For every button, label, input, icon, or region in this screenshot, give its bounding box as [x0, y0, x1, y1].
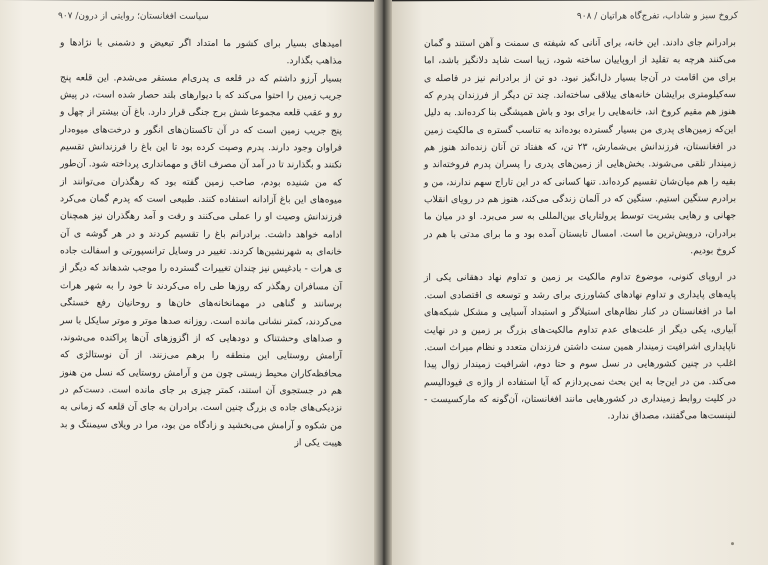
right-paragraph-2: در اروپای کنونی، موضوع تداوم مالکیت بر زمین و تداوم نهاد دهقانی یکی از پایه‌های پایداری و تداوم نهادهای کشاورزی برای رشد و توسعه ی اقتصادی است. اما در افغانستان در کنار نظام‌های استیلاگر و استبداد آسیایی و مشکل شبکه‌های آبیاری، یکی دیگر از علت‌های عدم تداوم مالکیت‌های بزرگ بر زمین و در نهایت ناپایداری اشرافیت زمیندار همین سنت داشتن فرزندان متعدد و نظام میراث است. اغلب در چنین کشورهایی در نسل سوم و حتا دوم، اشرافیت زمیندار زوال پیدا می‌کند. من در این‌جا به این بحث نمی‌پردازم که آیا استفاده از واژه ی فیودالیسم در کلیت روابط زمینداری در کشورهایی مانند افغانستان، آن‌گونه که مارکسیست - لنینست‌ها می‌گفتند، مصداق ندارد. [424, 271, 736, 422]
left-paragraph-1: امیدهای بسیار برای کشور ما امتداد اگر تبعیض و دشمنی با نژادها و مذاهب بگذارد. [60, 37, 342, 67]
running-header-left: سیاست افغانستان؛ روایتی از درون/ ۹۰۷ [58, 11, 209, 22]
page-mark [731, 542, 734, 545]
right-paragraph-1: برادرانم جای دادند. این خانه، برای آنانی که شیفته ی سمنت و آهن استند و گمان می‌کنند هرچه به تقلید از اروپاییان ساخته شود، زیبا است شاید دلانگیز باشد، اما برای من اقامت در آن‌جا بسیار دل‌انگیز نبود. دو تن از برادرانم نیز در فاصله ی سه‌کیلومتری برایشان خانه‌های ییلاقی ساخته‌اند. چند تن دیگر از فرزندان پدرم که هنوز هم مقیم کروخ اند، خانه‌هایی را برای بود و باش همیشگی بنا کرده‌اند. به دلیل این‌که زمین‌های پدری من بسیار گسترده بوده‌اند به تناسب گستره ی مالکیت زمین در افغانستان، فرزندانش بی‌شمارش، ۲۳ تن، که هفتاد تن آنان زنده‌اند هنوز هم زمیندار تلقی می‌شوند. بخش‌هایی از زمین‌های پدری را پسران پدرم فروخته‌اند و بقیه را هم میان‌شان تقسیم کرده‌اند. تنها کسانی که در این تاراج سهم ندارند، من و برادرم ستگین استیم. سنگین که در آلمان زندگی می‌کند، هنوز هم در رویای انقلاب جهانی و رهایی بشریت توسط پرولتاریای بین‌المللی به سر می‌برد. او در میان ما برادران، درویش‌ترین ما است. امسال تابستان آمده بود و ما برای مدتی با هم در کروخ بودیم. [424, 37, 736, 257]
right-page-body [424, 34, 736, 426]
book-gutter [374, 0, 392, 565]
running-header-right: کروخ سبز و شاداب، تفرج‌گاه هراتیان / ۹۰۸ [576, 11, 738, 22]
left-page-body [60, 34, 342, 451]
left-page [0, 0, 382, 565]
left-paragraph-2: بسیار آرزو داشتم که در قلعه ی پدری‌ام مستقر می‌شدم. این قلعه پنج جریب زمین را احتوا می‌کند که با دیوارهای بلند حصار شده است، در پیش رو و عقب قلعه مجموعا شش برج جنگی قرار دارد. باغ آن بیشتر از چهل و پنج جریب زمین است که در آن تاکستان‌های انگور و درخت‌های میوه‌دار فراوان وجود دارند. پدرم وصیت کرده بود تا این باغ را فرزندانش تقسیم نکنند و بگذارند تا در آمد آن مصرف اتاق و مهمانداری پرداخته شود. آن‌طور که من شنیده بودم، صاحب زمین گفته بود که رهگذران می‌توانند از میوه‌های این باغ آزادانه استفاده کنند. طبیعی است که پدرم گمان می‌کرد فرزندانش وصیت او را عملی می‌کنند و رفت و آمد رهگذران نیز همچنان ادامه خواهد داشت. برادرانم باغ را تقسیم کردند و در هر گوشه ی آن خانه‌ای به شهرنشین‌ها کردند. تغییر در وسایل ترانسپورتی و اسفالت جاده ی هرات - بادغیس نیز چندان تغییرات گسترده را موجب شدهاند که دیگر از آن مسافران رهگذر که روزها طی راه می‌کردند تا خود را به شهر هرات برسانند و گناهی در مهمانخانه‌های خان‌ها و روحانیان رفع خستگی می‌کردند، کمتر نشانی مانده است. روزانه صدها موتر و موتر سایکل با سر و صداهای وحشتناک و دودهایی که از اگزوزهای آن‌ها پراکنده می‌شوند، آرامش روستایی این منطقه را برهم می‌زنند. از آن نوستالژی که محافظه‌کاران محیط زیستی چون من و آرامش روستایی که نسل من هنوز هم در جستجوی آن استند، کمتر چیزی بر جای مانده است. دست‌کم در نزدیکی‌های جاده ی بزرگ چنین است. برادران به جای آن قلعه که زمانی به من شکوه و آرامش می‌بخشید و زادگاه من بود، مرا در ویلای سیمنتگ و بد هیبت یکی از [60, 71, 342, 449]
right-page [384, 0, 768, 565]
